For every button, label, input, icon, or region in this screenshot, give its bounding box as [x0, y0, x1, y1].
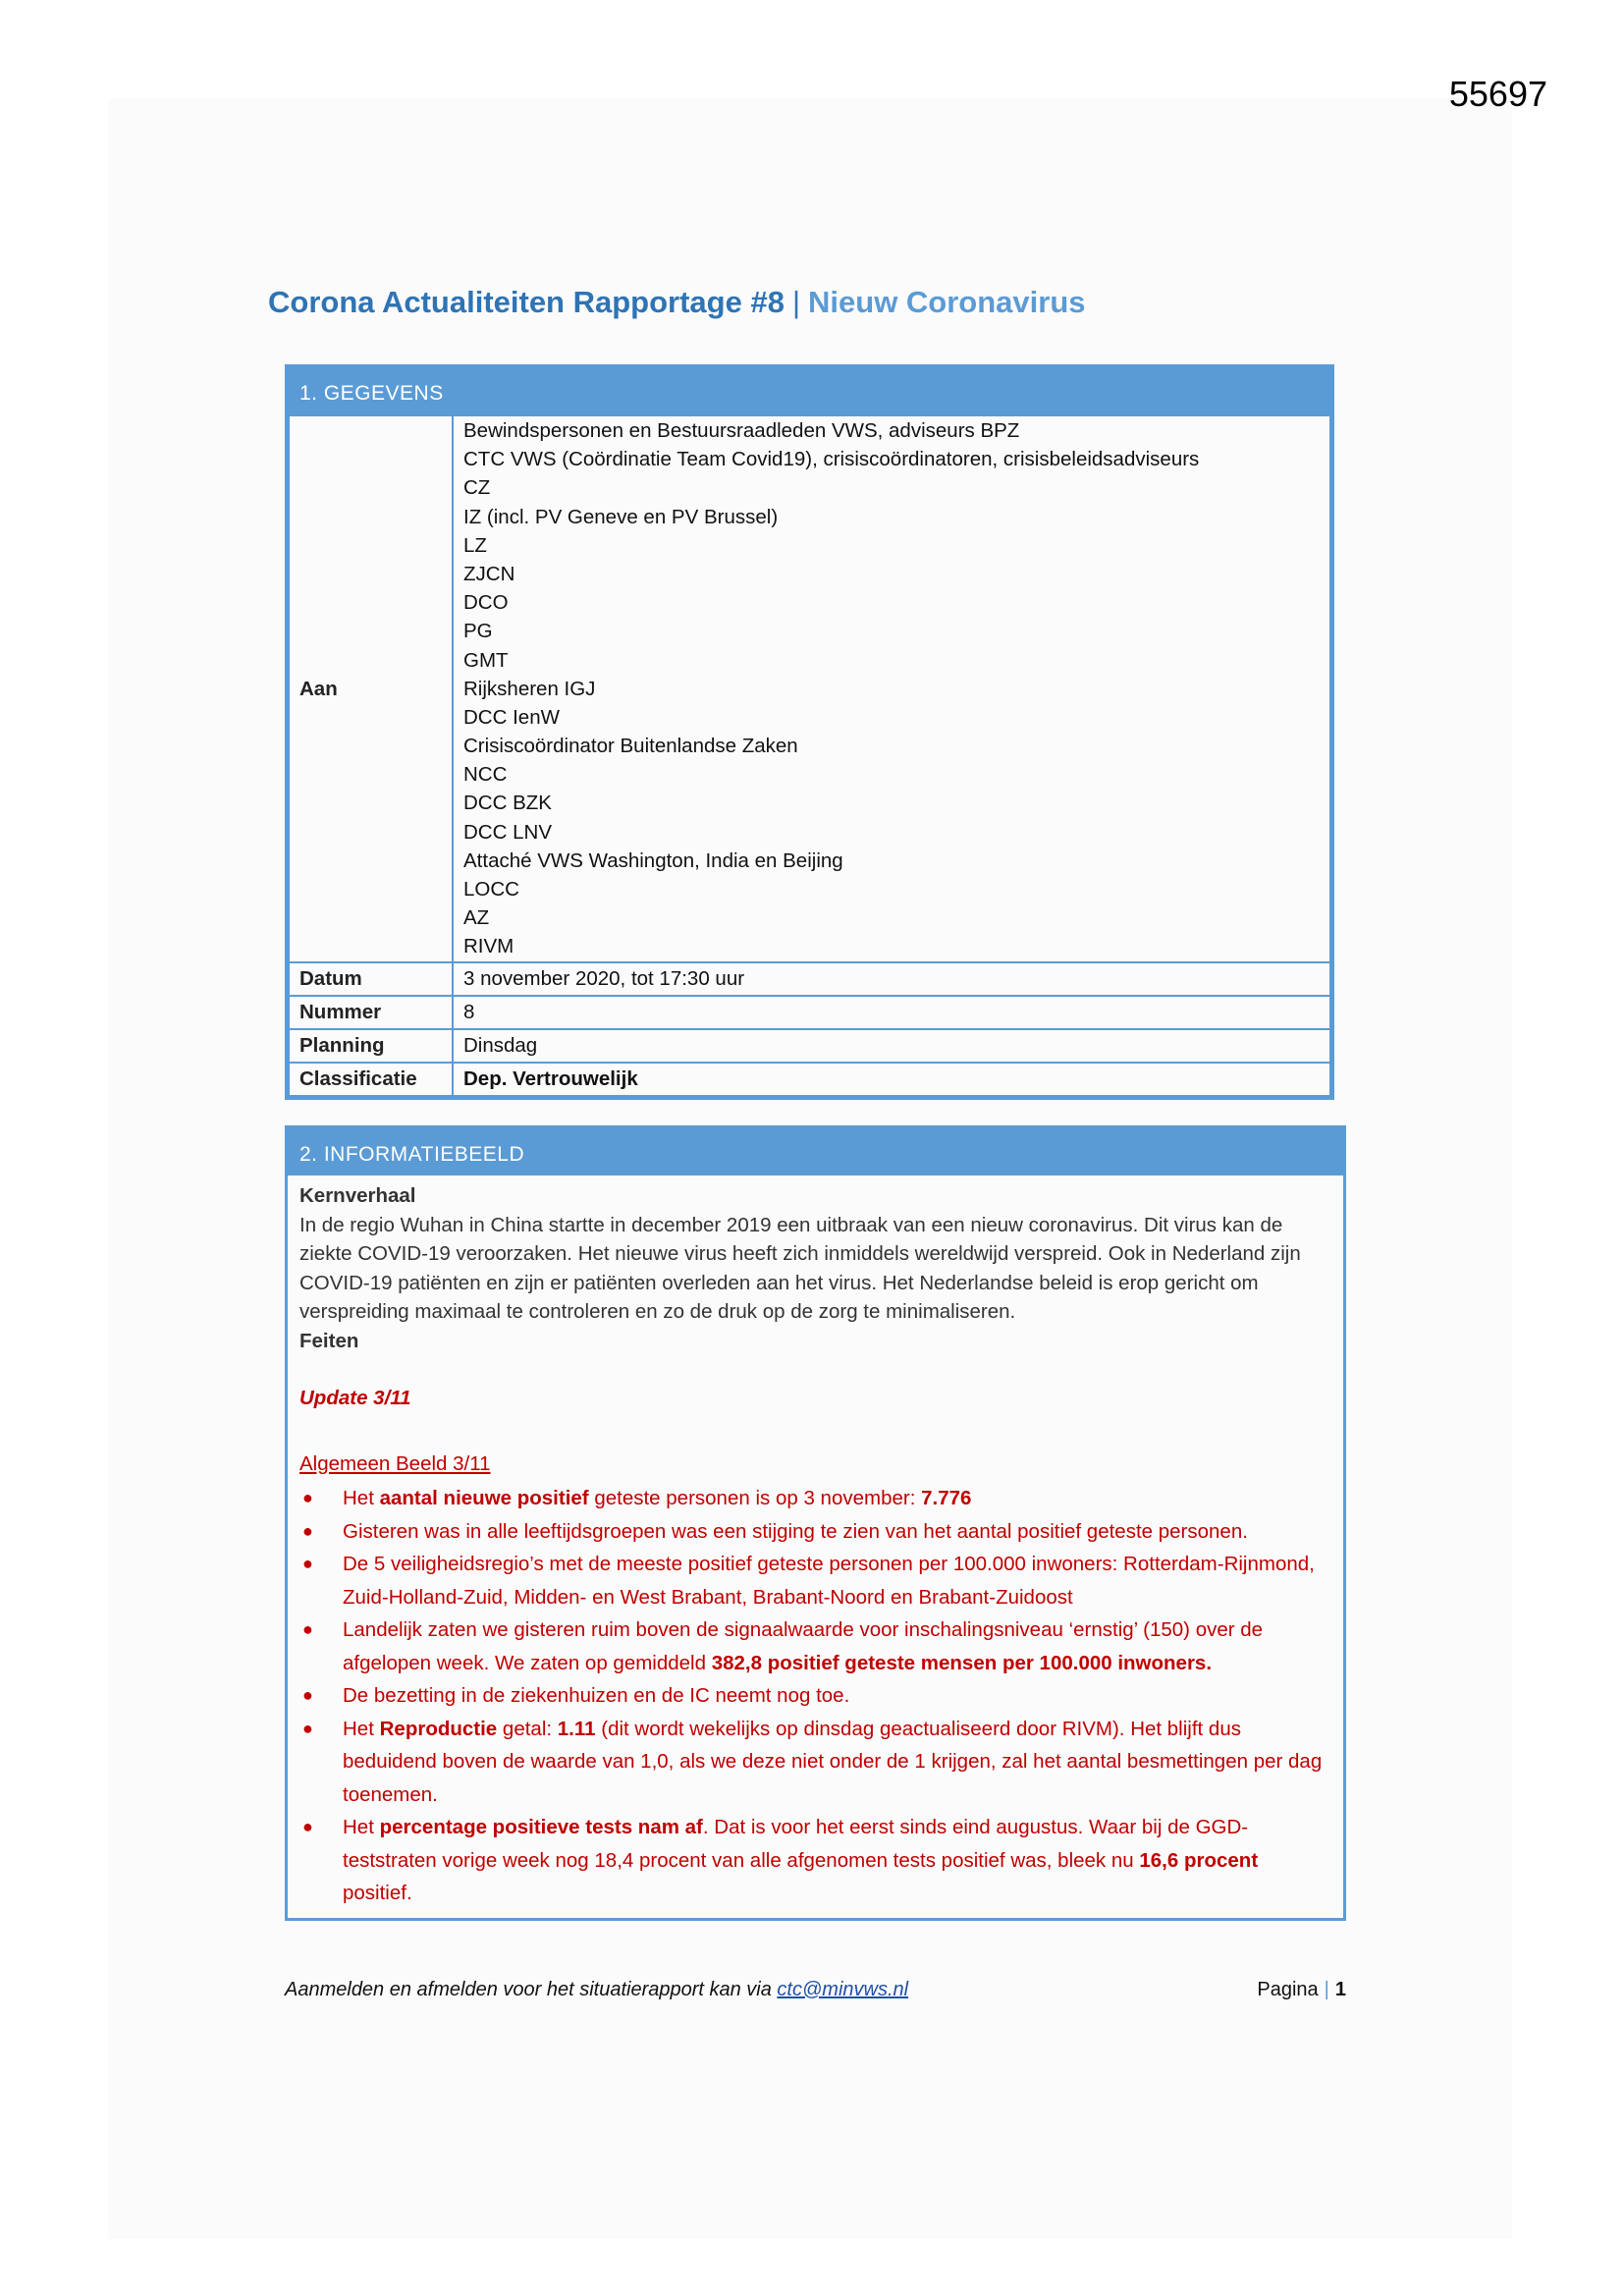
list-item-text: 7.776 [921, 1487, 972, 1509]
row-value: Dep. Vertrouwelijk [453, 1063, 1330, 1096]
list-item-text: . [406, 1882, 412, 1904]
page-separator: | [1324, 1979, 1329, 2000]
feiten-heading: Feiten [299, 1329, 359, 1352]
footer-text [285, 1979, 908, 2001]
list-item [299, 1548, 1331, 1613]
page-title [268, 285, 1086, 320]
list-item-text: positief [343, 1882, 406, 1904]
update-heading: Update 3/11 [299, 1387, 411, 1409]
section-informatiebeeld [285, 1125, 1346, 1921]
bullet-icon: ● [302, 1817, 313, 1836]
title-subtitle: Nieuw Coronavirus [808, 285, 1086, 319]
list-item-text: Reproductie [379, 1717, 498, 1740]
list-item-text: percentage positieve tests nam af [379, 1816, 703, 1838]
list-item [299, 1613, 1331, 1679]
recipient-item: Bewindspersonen en Bestuursraadleden VWS, adviseurs BPZ [463, 419, 1020, 442]
recipient-item: LZ [463, 533, 487, 557]
list-item-text: Gisteren was in alle leeftijdsgroepen was een stijging te zien van het aantal positief geteste personen. [343, 1519, 1248, 1543]
recipient-item: IZ (incl. PV Geneve en PV Brussel) [463, 505, 779, 528]
list-item-text: geteste personen is op 3 november: [588, 1487, 922, 1509]
list-item [299, 1811, 1331, 1910]
title-main: Corona Actualiteiten Rapportage #8 [268, 285, 785, 319]
table-row-aan [289, 415, 1330, 962]
list-item-text: De bezetting in de ziekenhuizen en de IC neemt nog toe. [343, 1684, 850, 1707]
page-label: Pagina [1257, 1979, 1319, 2000]
kernverhaal-heading: Kernverhaal [299, 1184, 416, 1207]
recipient-item: NCC [463, 763, 508, 787]
recipient-item: LOCC [463, 878, 519, 901]
kernverhaal-text: In de regio Wuhan in China startte in december 2019 een uitbraak van een nieuw coronavirus. Dit virus kan de ziekte COVID-19 veroorzaken. Het nieuwe virus heeft zich inmiddels wereldwijd verspreid. Ook in Nederland zijn COVID-19 patiënten en zijn er patiënten overleden aan het virus. Het Nederlandse beleid is erop gericht om verspreiding maximaal te controleren en zo de druk op de zorg te minimaliseren. [299, 1213, 1301, 1323]
recipient-item: GMT [463, 648, 509, 672]
bullet-icon: ● [302, 1520, 313, 1541]
gegevens-table [288, 414, 1331, 1097]
recipient-item: Attaché VWS Washington, India en Beijing [463, 848, 843, 872]
recipient-item: AZ [463, 906, 490, 930]
recipient-item: CZ [463, 476, 491, 500]
recipient-item: CTC VWS (Coördinatie Team Covid19), crisiscoördinatoren, crisisbeleidsadviseurs [463, 448, 1200, 471]
recipient-item: Crisiscoördinator Buitenlandse Zaken [463, 735, 798, 758]
section-gegevens [285, 364, 1334, 1100]
list-item [299, 1679, 1331, 1713]
recipient-item: DCO [463, 591, 509, 615]
page-number: 1 [1334, 1979, 1346, 2000]
section-header-gegevens: 1. GEGEVENS [288, 367, 1331, 414]
footer-label: Aanmelden en afmelden voor het situatierapport kan via [285, 1979, 778, 2000]
facts-list [299, 1482, 1331, 1910]
row-label: Datum [289, 962, 453, 996]
list-item-text: 382,8 positief geteste mensen per 100.000 inwoners. [711, 1651, 1213, 1674]
title-separator: | [791, 285, 801, 319]
recipient-item: DCC LNV [463, 820, 552, 844]
list-item [299, 1713, 1331, 1812]
row-value: Dinsdag [453, 1029, 1330, 1063]
recipient-item: Rijksheren IGJ [463, 677, 596, 700]
bullet-icon: ● [302, 1488, 313, 1507]
table-row [289, 1063, 1330, 1096]
page-indicator [1257, 1979, 1346, 2001]
bullet-icon: ● [302, 1718, 313, 1738]
list-item-text: . Dat is voor het eerst sinds eind augustus. Waar bij de GGD-teststraten vorige week nog 18,4 procent van alle afgenomen tests positief was, bleek nu [343, 1816, 1249, 1872]
list-item [299, 1482, 1331, 1515]
recipient-item: DCC IenW [463, 705, 560, 729]
list-item-text: De 5 veiligheidsregio’s met de meeste positief geteste personen per 100.000 inwoners: Rotterdam-Rijnmond, Zuid-Holland-Zuid, Midden- en West Brabant, Brabant-Noord en Brabant-Zuidoost [343, 1553, 1315, 1609]
row-label: Nummer [289, 996, 453, 1029]
list-item-text: getal: [497, 1717, 558, 1740]
recipient-list [453, 415, 1330, 962]
bullet-icon: ● [302, 1685, 313, 1705]
algemeen-beeld-heading: Algemeen Beeld 3/11 [299, 1451, 491, 1475]
footer-email-link[interactable]: ctc@minvws.nl [777, 1979, 909, 2000]
row-label: Classificatie [289, 1063, 453, 1096]
row-value: 8 [453, 996, 1330, 1029]
label-aan: Aan [289, 415, 453, 962]
row-label: Planning [289, 1029, 453, 1063]
row-value: 3 november 2020, tot 17:30 uur [453, 962, 1330, 996]
bullet-icon: ● [302, 1554, 313, 1573]
list-item [299, 1515, 1331, 1549]
recipient-item: PG [463, 620, 493, 643]
table-row [289, 1029, 1330, 1063]
list-item-text: 16,6 procent [1139, 1848, 1259, 1872]
list-item-text: Het [343, 1487, 380, 1509]
document-number: 55697 [1448, 74, 1547, 114]
list-item-text: Het [343, 1717, 380, 1740]
list-item-text: (dit wordt wekelijks op dinsdag geactualiseerd door RIVM). Het blijft dus beduidend boven de waarde van 1,0, als we deze niet onder de 1 krijgen, zal het aantal besmettingen per dag toenemen. [343, 1717, 1323, 1806]
section-header-informatiebeeld: 2. INFORMATIEBEELD [288, 1128, 1343, 1175]
table-row [289, 962, 1330, 996]
bullet-icon: ● [302, 1619, 313, 1639]
list-item-text: aantal nieuwe positief [379, 1487, 589, 1509]
list-item-text: 1.11 [557, 1717, 596, 1740]
recipient-item: DCC BZK [463, 792, 552, 815]
recipient-item: RIVM [463, 935, 514, 958]
list-item-text: Landelijk zaten we gisteren ruim boven de signaalwaarde voor inschalingsniveau ‘ernstig’ (150) over de afgelopen week. We zaten op gemiddeld [343, 1618, 1264, 1674]
table-row [289, 996, 1330, 1029]
list-item-text: Het [343, 1816, 380, 1838]
recipient-item: ZJCN [463, 562, 515, 585]
